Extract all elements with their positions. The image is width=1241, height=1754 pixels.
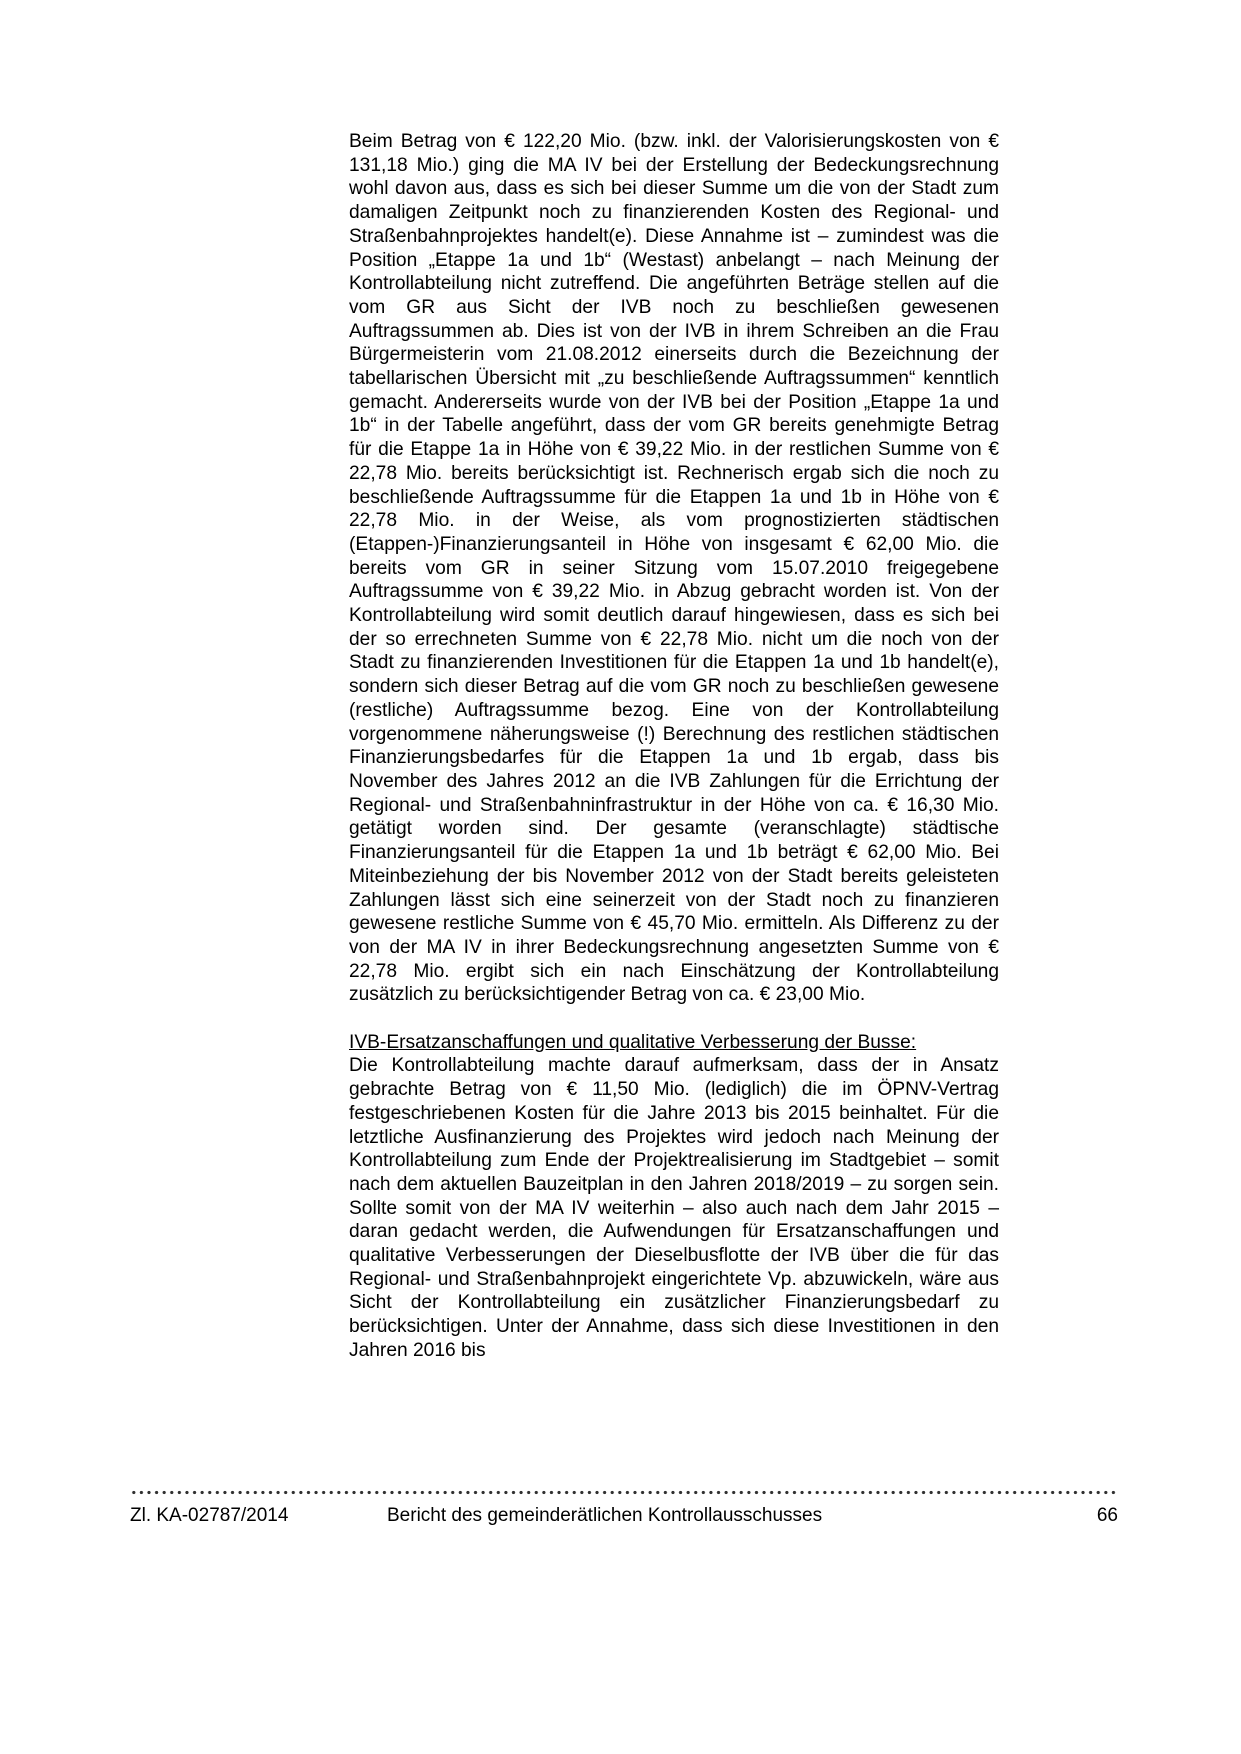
footer-page-number: 66 xyxy=(1096,1505,1118,1526)
footer-row xyxy=(130,1504,1118,1528)
footer-divider-dotted xyxy=(130,1489,1118,1496)
paragraph-ivb-busse: Die Kontrollabteilung machte darauf aufmerksam, dass der in Ansatz gebrachte Betrag von € 11,50 Mio. (lediglich) die im ÖPNV-Vertrag festgeschriebenen Kosten für die Jahre 2013 bis 2015 beinhaltet. Für die letztliche Ausfinanzierung des Projektes wird jedoch nach Meinung der Kontrollabteilung zum Ende der Projektrealisierung im Stadtgebiet – somit nach dem aktuellen Bauzeitplan in den Jahren 2018/2019 – zu sorgen sein. Sollte somit von der MA IV weiterhin – also auch nach dem Jahr 2015 – daran gedacht werden, die Aufwendungen für Ersatzanschaffungen und qualitative Verbesserungen der Dieselbusflotte der IVB über die für das Regional- und Straßenbahnprojekt eingerichtete Vp. abzuwickeln, wäre aus Sicht der Kontrollabteilung ein zusätzlicher Finanzierungsbedarf zu berücksichtigen. Unter der Annahme, dass sich diese Investitionen in den Jahren 2016 bis xyxy=(349,1055,999,1361)
page-footer xyxy=(130,1489,1118,1528)
footer-report-title: Bericht des gemeinderätlichen Kontrollausschusses xyxy=(387,1505,823,1526)
footer-reference: Zl. KA-02787/2014 xyxy=(130,1505,289,1526)
section-heading-ivb-ersatzanschaffungen: IVB-Ersatzanschaffungen und qualitative Verbesserung der Busse: xyxy=(349,1031,917,1053)
paragraph-bedeckungsrechnung: Beim Betrag von € 122,20 Mio. (bzw. inkl. der Valorisierungskosten von € 131,18 Mio.) ging die MA IV bei der Erstellung der Bedeckungsrechnung wohl davon aus, dass es sich bei dieser Summe um die von der Stadt zum damaligen Zeitpunkt noch zu finanzierenden Kosten des Regional- und Straßenbahnprojektes handelt(e). Diese Annahme ist – zumindest was die Position „Etappe 1a und 1b“ (Westast) anbelangt – nach Meinung der Kontrollabteilung nicht zutreffend. Die angeführten Beträge stellen auf die vom GR aus Sicht der IVB noch zu beschließen gewesenen Auftragssummen ab. Dies ist von der IVB in ihrem Schreiben an die Frau Bürgermeisterin vom 21.08.2012 einerseits durch die Bezeichnung der tabellarischen Übersicht mit „zu beschließende Auftragssummen“ kenntlich gemacht. Andererseits wurde von der IVB bei der Position „Etappe 1a und 1b“ in der Tabelle angeführt, dass der vom GR bereits genehmigte Betrag für die Etappe 1a in Höhe von € 39,22 Mio. in der restlichen Summe von € 22,78 Mio. bereits berücksichtigt ist. Rechnerisch ergab sich die noch zu beschließende Auftragssumme für die Etappen 1a und 1b in Höhe von € 22,78 Mio. in der Weise, als vom prognostizierten städtischen (Etappen-)Finanzierungsanteil in Höhe von insgesamt € 62,00 Mio. die bereits vom GR in seiner Sitzung vom 15.07.2010 freigegebene Auftragssumme von € 39,22 Mio. in Abzug gebracht worden ist. Von der Kontrollabteilung wird somit deutlich darauf hingewiesen, dass es sich bei der so errechneten Summe von € 22,78 Mio. nicht um die noch von der Stadt zu finanzierenden Investitionen für die Etappen 1a und 1b handelt(e), sondern sich dieser Betrag auf die vom GR noch zu beschließen gewesene (restliche) Auftragssumme bezog. Eine von der Kontrollabteilung vorgenommene näherungsweise (!) Berechnung des restlichen städtischen Finanzierungsbedarfes für die Etappen 1a und 1b ergab, dass bis November des Jahres 2012 an die IVB Zahlungen für die Errichtung der Regional- und Straßenbahninfrastruktur in der Höhe von ca. € 16,30 Mio. getätigt worden sind. Der gesamte (veranschlagte) städtische Finanzierungsanteil für die Etappen 1a und 1b beträgt € 62,00 Mio. Bei Miteinbeziehung der bis November 2012 von der Stadt bereits geleisteten Zahlungen lässt sich eine seinerzeit von der Stadt noch zu finanzieren gewesene restliche Summe von € 45,70 Mio. ermitteln. Als Differenz zu der von der MA IV in ihrer Bedeckungsrechnung angesetzten Summe von € 22,78 Mio. ergibt sich ein nach Einschätzung der Kontrollabteilung zusätzlich zu berücksichtigender Betrag von ca. € 23,00 Mio. xyxy=(349,131,999,1006)
page-body xyxy=(349,130,999,1363)
